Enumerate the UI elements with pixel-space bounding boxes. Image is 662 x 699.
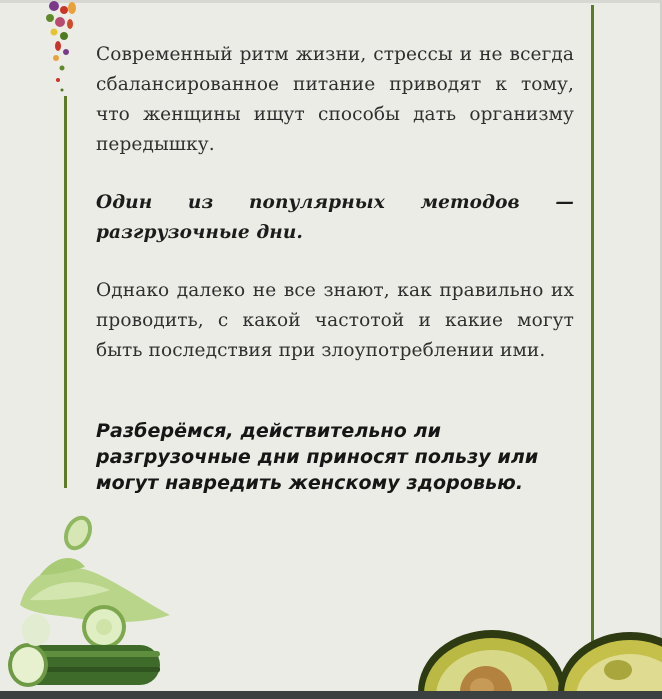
highlight-paragraph: Один из популярных методов — разгрузочные дни. — [96, 192, 574, 243]
right-accent-line — [591, 5, 594, 650]
bottom-bar — [0, 691, 662, 699]
conclusion-paragraph: Разберёмся, действительно ли разгрузочные дни приносят пользу или могут навредить женскому здоровью. — [96, 420, 539, 494]
left-accent-line — [64, 96, 67, 488]
top-border — [0, 0, 662, 3]
article-content — [96, 40, 574, 496]
body-paragraph: Однако далеко не все знают, как правильно их проводить, с какой частотой и какие могут быть последствия при злоупотреблении ими. — [96, 280, 574, 361]
avocado-halves-illustration — [410, 610, 662, 699]
intro-paragraph: Современный ритм жизни, стрессы и не всегда сбалансированное питание приводят к тому, что женщины ищут способы дать организму передышку. — [96, 44, 574, 155]
cucumber-zucchini-lettuce-illustration — [0, 505, 190, 695]
vegetable-garland-illustration — [40, 0, 86, 100]
